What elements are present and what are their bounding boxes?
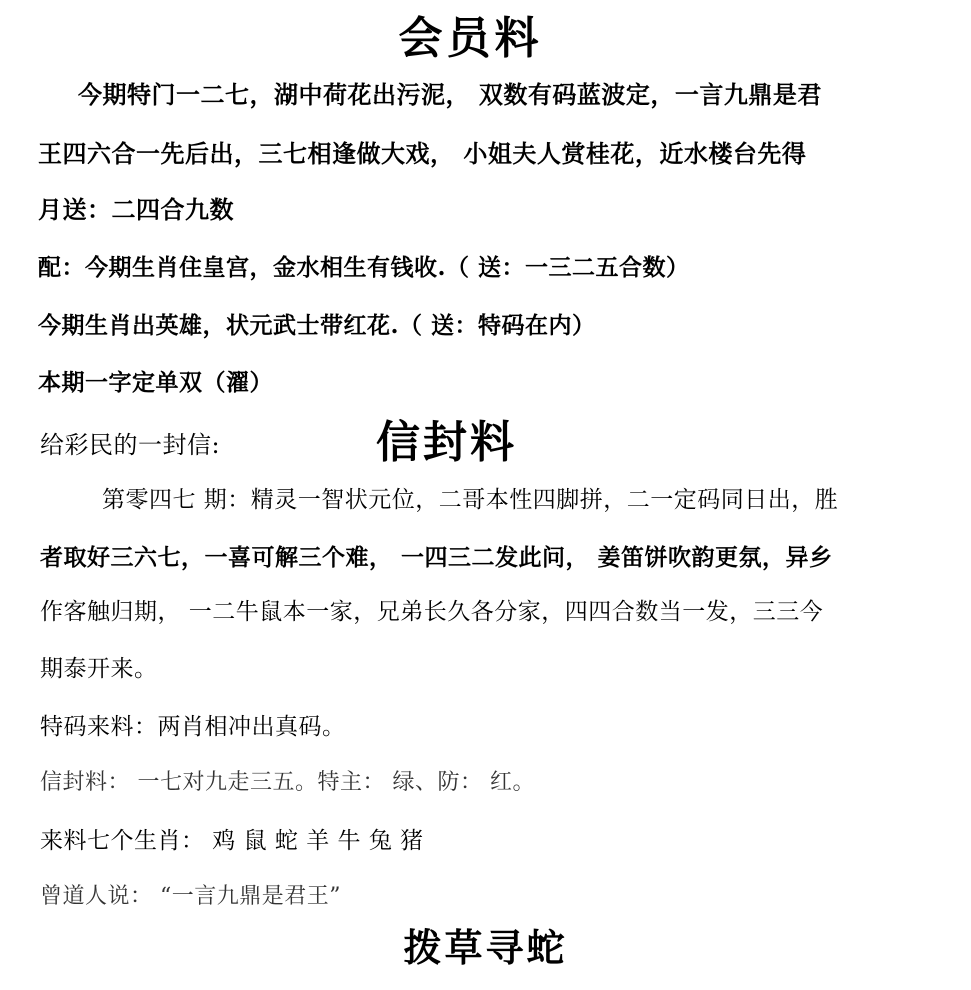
grass-snake-title: 拨草寻蛇 — [403, 925, 568, 970]
envelope-line-4: 期泰开来。 — [40, 656, 158, 682]
member-line-2: 王四六合一先后出，三七相逢做大戏， 小姐夫人赏桂花，近水楼台先得 — [38, 139, 807, 168]
envelope-line-3: 作客触归期， 一二牛鼠本一家，兄弟长久各分家，四四合数当一发，三三今 — [40, 599, 824, 625]
envelope-line-1: 第零四七 期：精灵一智状元位，二哥本性四脚拼，二一定码同日出，胜 — [102, 487, 839, 513]
letter-intro: 给彩民的一封信: — [40, 431, 221, 459]
envelope-line-6: 信封料： 一七对九走三五。特主： 绿、防： 红。 — [40, 770, 535, 795]
envelope-line-5: 特码来料：两肖相冲出真码。 — [40, 714, 346, 740]
member-line-1: 今期特门一二七，湖中荷花出污泥， 双数有码蓝波定，一言九鼎是君 — [78, 80, 822, 109]
member-line-5: 今期生肖出英雄，状元武士带红花.（ 送：特码在内） — [38, 312, 596, 339]
member-line-6: 本期一字定单双（濯） — [38, 369, 273, 396]
envelope-material-title: 信封料 — [376, 417, 517, 468]
member-material-title: 会员料 — [398, 13, 543, 64]
envelope-line-2: 者取好三六七，一喜可解三个难， 一四三二发此问， 姜笛饼吹韵更氛，异乡 — [40, 544, 833, 571]
envelope-line-7: 来料七个生肖： 鸡 鼠 蛇 羊 牛 兔 猪 — [40, 828, 424, 854]
envelope-line-8: 曾道人说： “一言九鼎是君王” — [40, 884, 341, 909]
member-line-3: 月送：二四合九数 — [38, 195, 234, 224]
member-line-4: 配：今期生肖住皇宫，金水相生有钱收.（ 送：一三二五合数） — [38, 254, 690, 281]
